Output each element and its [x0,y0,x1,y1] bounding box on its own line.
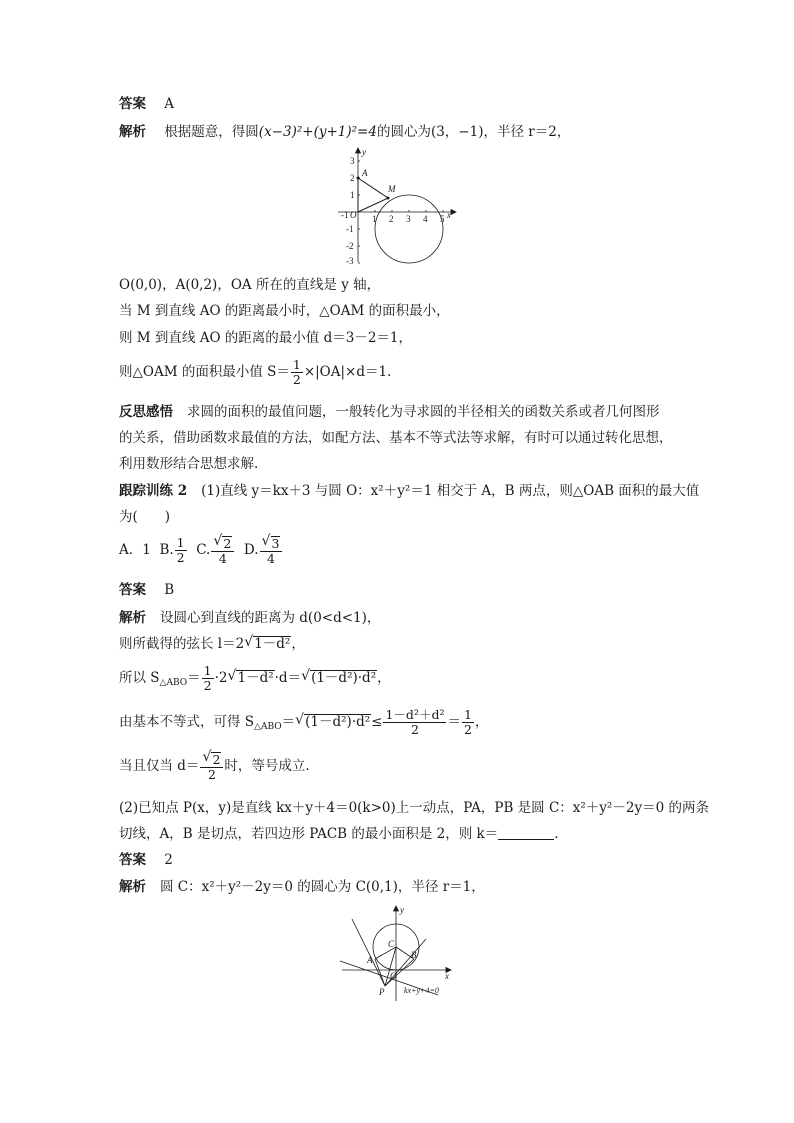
y-axis-label: y [362,147,366,157]
line-equation-label: kx+y+4=0 [404,986,439,995]
solution-2-line-5: 当且仅当 d＝ √ $\frac{2}{2}$ 时，等号成立. [119,748,310,784]
x-axis-label: x [445,971,449,981]
x-tick-label: 4 [423,214,428,224]
point-m-label: M [388,184,396,194]
y-tick-label: 1 [350,190,355,200]
x-tick-label: 5 [440,214,445,224]
point-a-label: A [362,168,368,178]
exercise-line-2: 为( ) [119,509,171,525]
figure-quadrilateral-pacb [338,903,460,1003]
point-p-label: P [379,987,385,997]
y-tick-label: 3 [350,156,355,166]
text-line: 则 M 到直线 AO 的距离的最小值 d＝3－2＝1， [119,330,413,346]
answer-value: 2 [164,852,173,868]
y-tick-label: 2 [350,173,355,183]
figure-circle-oam [336,146,460,264]
origin-label: O [390,971,397,981]
option-d: D. √ $\frac{3}{4}$ [244,542,284,558]
solution-2-line-2: 则所截得的弦长 l＝2√ 1－d²， [119,634,305,654]
answer-value: B [164,582,175,598]
answer-label: 答案 [119,852,146,868]
x-axis-label: x [447,210,451,220]
answer-value: A [164,96,175,112]
origin-label: O [350,210,357,220]
x-tick-label: 2 [389,214,394,224]
solution-label: 解析 [119,879,146,895]
y-tick-label: -2 [346,241,354,251]
reflection-line-3: 利用数形结合思想求解. [119,456,259,472]
solution-2-line-4: 由基本不等式，可得 $S_{\triangle ABO}=√$ (1－d²)·d²≤ $\frac{\text{1－d²＋d²}}{2}$ ＝ $\frac{1}{2}$ ， [119,704,488,740]
solution-text: 根据题意，得圆 [164,124,259,140]
area-line [119,356,391,388]
answer-line-3 [119,850,173,870]
text-line: 当 M 到直线 AO 的距离最小时，△OAM 的面积最小， [119,303,450,319]
answer-line-2 [119,580,174,600]
answer-line-1 [119,94,174,114]
solution-2-line-1 [119,608,380,628]
solution-text: 圆 C：x²＋y²－2y＝0 的圆心为 C(0,1)，半径 r＝1， [160,879,485,895]
x-tick-label: 1 [372,214,377,224]
exercise-text: (1)直线 y＝kx＋3 与圆 O：x²＋y²＝1 相交于 A，B 两点，则△OAB 面积的最大值 [201,483,700,499]
option-c: C. √ $\frac{2}{4}$ [196,542,235,558]
reflection-line-2: 的关系，借助函数求最值的方法，如配方法、基本不等式法等求解，有时可以通过转化思想， [119,430,673,446]
point-b-label: B [411,950,417,960]
reflection-text: 求圆的面积的最值问题，一般转化为寻求圆的半径相关的函数关系或者几何图形 [187,404,660,420]
option-b: B. $\frac{1}{2}$ [159,535,185,565]
y-tick-label: -3 [346,256,354,264]
exercise-label: 跟踪训练 2 [119,483,188,499]
circle-shape [375,195,443,263]
answer-label: 答案 [119,96,146,112]
circle-equation: (x−3)²+(y+1)²=4 [258,124,377,140]
exercise-line-1 [119,481,699,501]
solution-text-rest: 的圆心为(3，−1)，半径 r＝2， [376,124,571,140]
options-line [119,532,283,568]
y-axis-label: y [400,905,404,915]
solution-line-1 [119,122,570,142]
solution-label: 解析 [119,610,146,626]
reflection-line-1 [119,402,660,422]
x-tick-label: -1 [341,210,349,220]
question-2-line-2: 切线，A，B 是切点，若四边形 PACB 的最小面积是 2，则 k＝ . [119,826,559,842]
fraction: $\frac{1}{2}$ [292,357,301,387]
point-c-label: C [388,939,395,949]
text-line: O(0,0)，A(0,2)，OA 所在的直线是 y 轴， [119,277,381,293]
solution-label: 解析 [119,124,146,140]
solution-2-line-3: 所以 $S_{\triangle ABO}=$ $\frac{1}{2}$ ·2√ 1－d²·d＝√ (1－d²)·d²， [119,660,391,696]
area-text: 则△OAM 的面积最小值 S＝ [119,364,290,380]
answer-blank [498,825,554,840]
reflection-label: 反思感悟 [119,404,173,420]
option-a: A．1 [119,542,151,558]
point-a-label: A [367,955,373,965]
solution-3-line-1 [119,877,485,897]
solution-text: 设圆心到直线的距离为 d(0<d<1)， [160,610,381,626]
area-text-end: ×|OA|×d＝1. [303,364,392,380]
question-2-line-1: (2)已知点 P(x，y)是直线 kx＋y＋4＝0(k>0)上一动点，PA，PB 是圆 C：x²＋y²－2y＝0 的两条 [119,800,709,816]
y-tick-label: -1 [346,224,354,234]
answer-label: 答案 [119,582,146,598]
x-tick-label: 3 [406,214,411,224]
